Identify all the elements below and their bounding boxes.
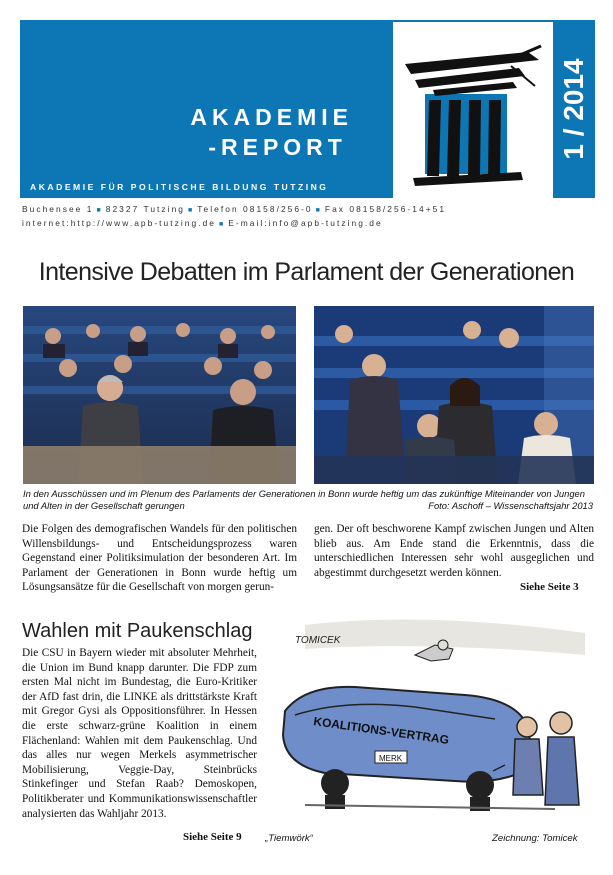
photo-plenary-right: [314, 306, 594, 484]
contact-phone: Telefon 08158/256-0: [197, 204, 313, 214]
contact-fax: Fax 08158/256-14+51: [324, 204, 447, 214]
contact-line-1: Buchensee 1 ■ 82327 Tutzing ■ Telefon 08158/256-0 ■ Fax 08158/256-14+51: [22, 204, 447, 214]
contact-city: 82327 Tutzing: [105, 204, 186, 214]
cartoon-car-text: KOALITIONS-VERTRAG: [312, 714, 450, 747]
pillars-logo-icon: [393, 22, 553, 198]
article1-caption-text: In den Ausschüssen und im Plenum des Parlaments der Generationen in Bonn wurde heftig um das zukünftige Miteinander von Jungen und Alten in der Gesellschaft gerungen: [23, 488, 585, 511]
contact-email[interactable]: E-mail:info@apb-tutzing.de: [228, 218, 383, 228]
masthead-title-line1: AKADEMIE: [190, 104, 353, 130]
masthead-title-line2: -REPORT: [208, 134, 347, 160]
article2-body: Die CSU in Bayern wieder mit absoluter Mehrheit, die Union im Bund knapp darunter. Die FDP zum ersten Mal nicht im Bundestag, die Euro-Kritiker der AfD fast drin, die LINKE als drittstärkste Kraft mit Gregor Gysi als Oppositionsführer. In Hessen die erste schwarz-grüne Koalition in einem Flächenland: Wahlen mit dem Paukenschlag. Und das alles nur wegen Merkels asymmetrischer Mobilisierung, Veggie-Day, Steinbrücks Stinkefinger und Stefan Raab? Demoskopen, Politikberater und Kommunikationswissenschaftler analysierten das Wahljahr 2013.: [22, 647, 257, 820]
election-cartoon: [265, 615, 595, 830]
article1-caption: [23, 488, 593, 511]
cartoon-credit: Zeichnung: Tomicek: [492, 833, 578, 844]
article1-photo-credit: Foto: Aschoff – Wissenschaftsjahr 2013: [428, 499, 593, 511]
academy-logo: [393, 20, 553, 198]
masthead-subtitle: AKADEMIE FÜR POLITISCHE BILDUNG TUTZING: [30, 182, 329, 192]
issue-number: 1 / 2014: [558, 58, 589, 160]
masthead-title: [190, 102, 353, 162]
contact-internet[interactable]: internet:http://www.apb-tutzing.de: [22, 218, 216, 228]
cartoon-title: „Tiemwörk“: [265, 833, 313, 844]
article2-see-page[interactable]: Siehe Seite 9: [183, 831, 242, 843]
article2-headline: Wahlen mit Paukenschlag: [22, 620, 253, 642]
article1-see-page[interactable]: Siehe Seite 3: [520, 581, 579, 593]
cartoon-signature: TOMICEK: [295, 635, 341, 646]
article1-headline: Intensive Debatten im Parlament der Generationen: [38, 258, 575, 286]
issue-banner: [553, 20, 595, 198]
article1-column-1: Die Folgen des demografischen Wandels für den politischen Willensbildungs- und Entscheidungsprozess waren Gegenstand einer Politiksimulation der besonderen Art. Im Parlament der Generationen in Bonn wurde heftig um Lösungsansätze für die Gesellschaft von morgen gerun-: [22, 523, 297, 594]
cartoon-plate: MERK: [379, 754, 403, 763]
contact-line-2: internet:http://www.apb-tutzing.de ■ E-mail:info@apb-tutzing.de: [22, 218, 383, 228]
article1-column-2: gen. Der oft beschworene Kampf zwischen Jungen und Alten blieb aus. Am Ende stand die Erkenntnis, dass die unterschiedlichen Interessen sehr wohl ausgeglichen und abgestimmt durchgesetzt werden können.: [314, 523, 594, 579]
masthead-banner: [20, 20, 393, 198]
contact-address: Buchensee 1: [22, 204, 94, 214]
photo-plenary-left: [23, 306, 296, 484]
